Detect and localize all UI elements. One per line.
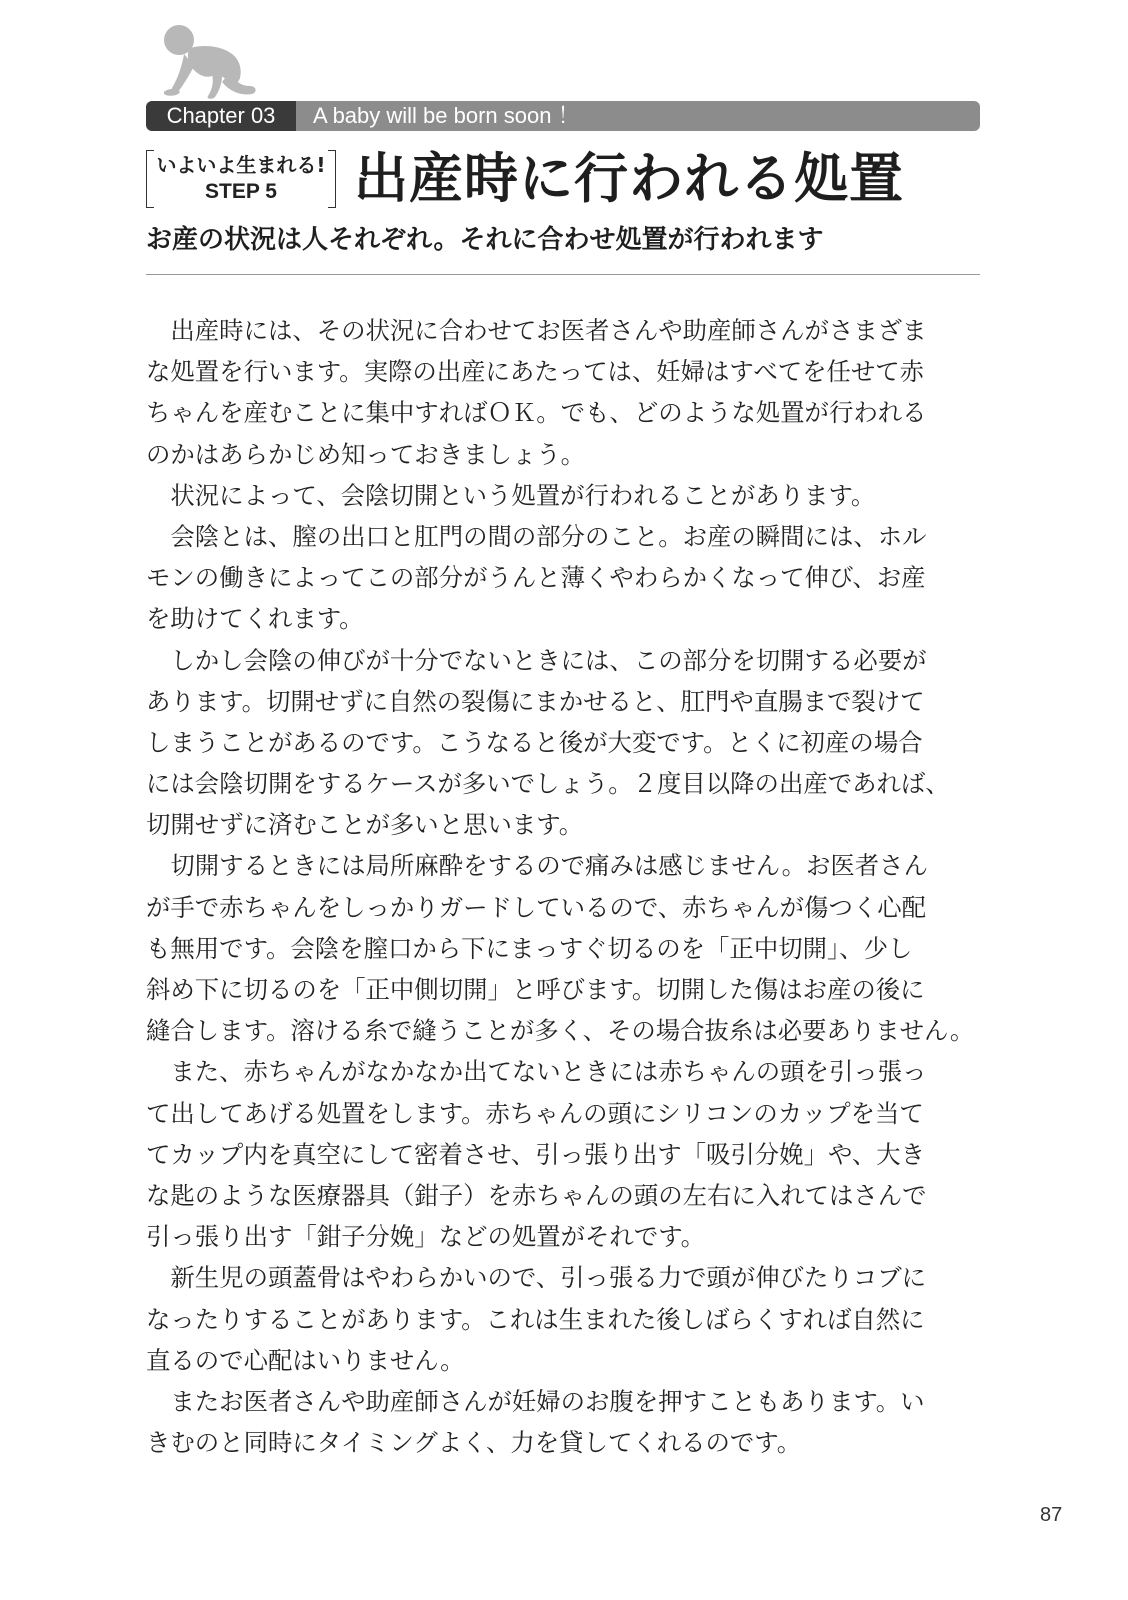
body-line: しかし会陰の伸びが十分でないときには、この部分を切開する必要が: [146, 645, 927, 675]
body-line: を助けてくれます。: [146, 604, 364, 634]
body-line: あります。切開せずに自然の裂傷にまかせると、肛門や直腸まで裂けて: [146, 686, 925, 716]
bracket-tick: [146, 207, 154, 208]
bracket-tick: [146, 150, 154, 151]
divider: [146, 274, 980, 275]
chapter-banner: [146, 101, 980, 131]
body-line: モンの働きによってこの部分がうんと薄くやわらかくなって伸び、お産: [146, 563, 926, 593]
body-line: 状況によって、会陰切開という処置が行われることがあります。: [146, 480, 876, 510]
chapter-number: Chapter 03: [146, 101, 296, 131]
body-line: 切開せずに済むことが多いと思います。: [146, 810, 584, 840]
page-title: 出産時に行われる処置: [354, 147, 904, 210]
body-line: 斜め下に切るのを「正中側切開」と呼びます。切開した傷はお産の後に: [146, 975, 925, 1004]
bracket-tick: [328, 150, 336, 151]
page-number: 87: [1040, 1504, 1063, 1526]
chapter-title: A baby will be born soon ！: [313, 103, 580, 128]
bracket-tick: [328, 207, 336, 208]
body-text: [146, 310, 1006, 1463]
body-line: きむのと同時にタイミングよく、力を貸してくれるのです。: [146, 1428, 802, 1458]
page-subtitle: お産の状況は人それぞれ。それに合わせ処置が行われます: [146, 225, 824, 255]
body-line: には会陰切開をするケースが多いでしょう。２度目以降の出産であれば、: [146, 769, 950, 799]
body-line: 会陰とは、膣の出口と肛門の間の部分のこと。お産の瞬間には、ホル: [146, 521, 927, 551]
body-line: 引っ張り出す「鉗子分娩」などの処置がそれです。: [146, 1222, 706, 1252]
body-line: 新生児の頭蓋骨はやわらかいので、引っ張る力で頭が伸びたりコブに: [146, 1263, 927, 1293]
step-number: STEP 5: [205, 180, 277, 203]
body-line: しまうことがあるのです。こうなると後が大変です。とくに初産の場合: [146, 727, 923, 757]
body-line: またお医者さんや助産師さんが妊婦のお腹を押すこともあります。い: [146, 1386, 925, 1416]
body-line: て出してあげる処置をします。赤ちゃんの頭にシリコンのカップを当て: [146, 1098, 924, 1128]
body-line: のかはあらかじめ知っておきましょう。: [146, 439, 586, 469]
crawling-baby-icon: [160, 22, 260, 100]
body-line: が手で赤ちゃんをしっかりガードしているので、赤ちゃんが傷つく心配: [146, 892, 927, 922]
body-line: てカップ内を真空にして密着させ、引っ張り出す「吸引分娩」や、大き: [146, 1139, 926, 1169]
body-line: も無用です。会陰を膣口から下にまっすぐ切るのを「正中切開」、少し: [146, 933, 913, 963]
body-line: な処置を行います。実際の出産にあたっては、妊婦はすべてを任せて赤: [146, 357, 925, 387]
step-tagline: いよいよ生まれる!: [156, 153, 326, 177]
body-line: 切開するときには局所麻酔をするので痛みは感じません。お医者さん: [146, 851, 928, 881]
body-line: また、赤ちゃんがなかなか出てないときには赤ちゃんの頭を引っ張っ: [146, 1057, 927, 1087]
body-line: 出産時には、その状況に合わせてお医者さんや助産師さんがさまざま: [146, 316, 927, 345]
body-line: ちゃんを産むことに集中すればＯＫ。でも、どのような処置が行われる: [146, 398, 927, 428]
step-label: [146, 150, 336, 208]
body-line: な匙のような医療器具（鉗子）を赤ちゃんの頭の左右に入れてはさんで: [146, 1180, 927, 1210]
body-line: 直るので心配はいりません。: [146, 1345, 465, 1375]
body-line: 縫合します。溶ける糸で縫うことが多く、その場合抜糸は必要ありません。: [146, 1016, 975, 1046]
body-line: なったりすることがあります。これは生まれた後しばらくすれば自然に: [146, 1304, 925, 1334]
